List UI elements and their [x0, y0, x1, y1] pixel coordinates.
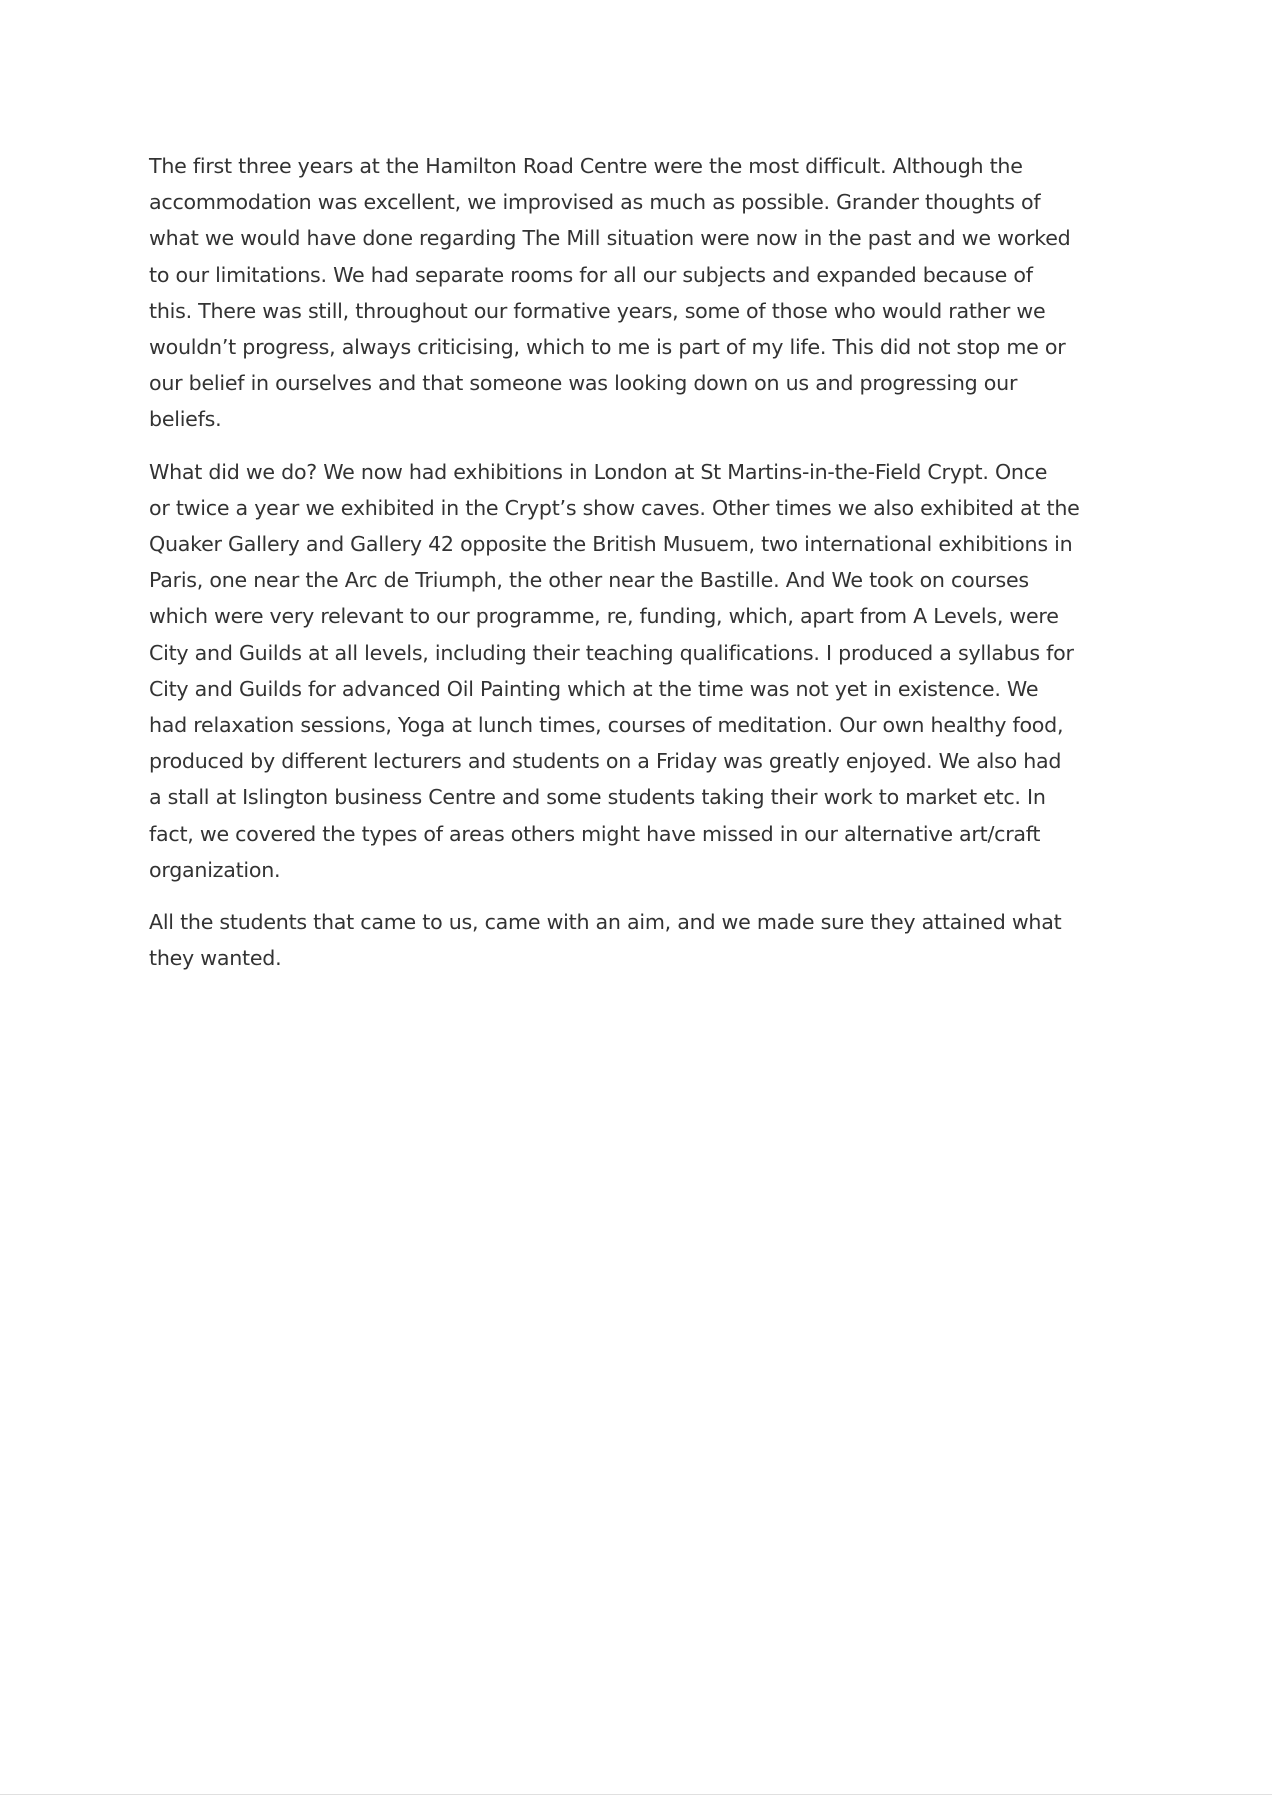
text-line: or twice a year we exhibited in the Crypt’s show caves. Other times we also exhibited at the	[149, 495, 1080, 520]
text-line: City and Guilds for advanced Oil Painting which at the time was not yet in existence. We	[149, 676, 1039, 701]
text-line: a stall at Islington business Centre and some students taking their work to market etc. In	[149, 785, 1046, 810]
text-line: this. There was still, throughout our formative years, some of those who would rather we	[149, 298, 1046, 323]
text-line: accommodation was excellent, we improvised as much as possible. Grander thoughts of	[149, 190, 1041, 215]
text-line: which were very relevant to our programme, re, funding, which, apart from A Levels, were	[149, 604, 1059, 629]
paragraph-2	[149, 454, 1129, 888]
text-line: City and Guilds at all levels, including their teaching qualifications. I produced a syllabus for	[149, 640, 1074, 665]
text-line: produced by different lecturers and students on a Friday was greatly enjoyed. We also had	[149, 749, 1062, 774]
text-line: organization.	[149, 857, 281, 882]
text-line: The first three years at the Hamilton Road Centre were the most difficult. Although the	[149, 154, 1023, 178]
text-line: What did we do? We now had exhibitions in London at St Martins-in-the-Field Crypt. Once	[149, 459, 1048, 484]
text-line: to our limitations. We had separate rooms for all our subjects and expanded because of	[149, 262, 1033, 287]
text-line: what we would have done regarding The Mill situation were now in the past and we worked	[149, 226, 1071, 251]
paragraph-1	[149, 148, 1129, 438]
text-line: beliefs.	[149, 407, 222, 432]
text-line: they wanted.	[149, 946, 282, 971]
text-line: Paris, one near the Arc de Triumph, the other near the Bastille. And We took on courses	[149, 568, 1029, 593]
text-line: had relaxation sessions, Yoga at lunch times, courses of meditation. Our own healthy food,	[149, 713, 1064, 738]
text-line: fact, we covered the types of areas others might have missed in our alternative art/craft	[149, 821, 1041, 846]
page-bottom-edge	[0, 1794, 1272, 1795]
text-line: wouldn’t progress, always criticising, which to me is part of my life. This did not stop me or	[149, 335, 1066, 360]
text-line: Quaker Gallery and Gallery 42 opposite the British Musuem, two international exhibitions in	[149, 532, 1073, 557]
paragraph-3	[149, 904, 1129, 976]
document-body	[149, 148, 1129, 992]
text-line: our belief in ourselves and that someone was looking down on us and progressing our	[149, 371, 1018, 396]
text-line: All the students that came to us, came with an aim, and we made sure they attained what	[149, 910, 1062, 935]
